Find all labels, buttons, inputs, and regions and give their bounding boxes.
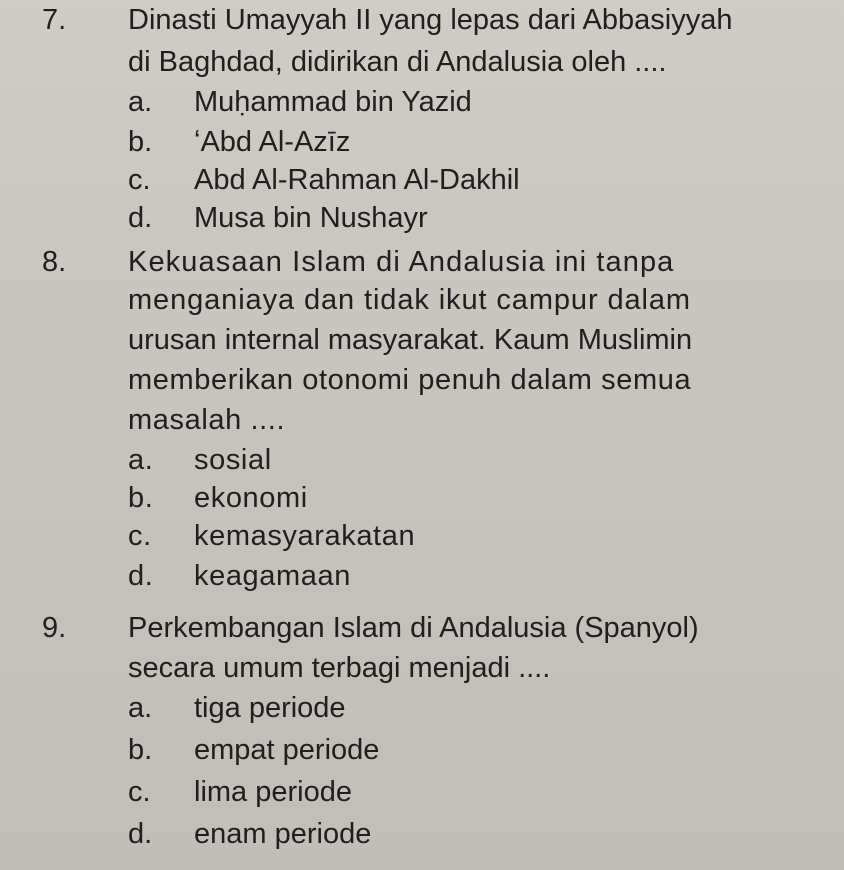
option-text: tiga periode (194, 692, 346, 724)
option-letter: c. (128, 776, 151, 808)
option-d (128, 816, 371, 852)
question-number: 8. (42, 246, 67, 278)
option-letter: a. (128, 86, 153, 118)
option-text: sosial (194, 444, 272, 476)
option-b (128, 480, 308, 516)
option-text: ʻAbd Al-Azīz (194, 126, 351, 158)
option-text: lima periode (194, 776, 352, 808)
option-c (128, 518, 415, 554)
option-c (128, 774, 352, 810)
option-letter: d. (128, 202, 153, 234)
option-d (128, 558, 351, 594)
question-text-line: secara umum terbagi menjadi .... (128, 652, 551, 684)
option-a (128, 84, 472, 120)
option-text: kemasyarakatan (194, 520, 416, 552)
option-text: enam periode (194, 818, 372, 850)
question-text-line: di Baghdad, didirikan di Andalusia oleh .... (128, 46, 667, 78)
option-a (128, 442, 272, 478)
option-text: Abd Al-Rahman Al-Dakhil (194, 164, 520, 196)
option-letter: b. (128, 126, 153, 158)
question-text-line: memberikan otonomi penuh dalam semua (128, 364, 692, 396)
question-text-line: masalah .... (128, 404, 286, 436)
option-letter: c. (128, 164, 151, 196)
option-text: Muḥammad bin Yazid (194, 86, 472, 118)
option-b (128, 732, 379, 768)
option-letter: a. (128, 692, 153, 724)
question-text-line: Perkembangan Islam di Andalusia (Spanyol) (128, 612, 699, 644)
option-letter: c. (128, 520, 152, 552)
option-letter: b. (128, 482, 154, 514)
option-text: keagamaan (194, 560, 351, 592)
option-letter: d. (128, 560, 154, 592)
option-text: ekonomi (194, 482, 308, 514)
option-b (128, 124, 350, 160)
option-text: empat periode (194, 734, 380, 766)
question-number: 9. (42, 612, 67, 644)
option-letter: d. (128, 818, 153, 850)
question-text-line: urusan internal masyarakat. Kaum Muslimin (128, 324, 693, 356)
question-text-line: Dinasti Umayyah II yang lepas dari Abbasiyyah (128, 4, 733, 36)
option-text: Musa bin Nushayr (194, 202, 428, 234)
question-text-line: Kekuasaan Islam di Andalusia ini tanpa (128, 246, 675, 278)
option-letter: a. (128, 444, 154, 476)
question-text-line: menganiaya dan tidak ikut campur dalam (128, 284, 691, 316)
option-c (128, 162, 520, 198)
option-letter: b. (128, 734, 153, 766)
option-d (128, 200, 428, 236)
question-number: 7. (42, 4, 67, 36)
option-a (128, 690, 346, 726)
